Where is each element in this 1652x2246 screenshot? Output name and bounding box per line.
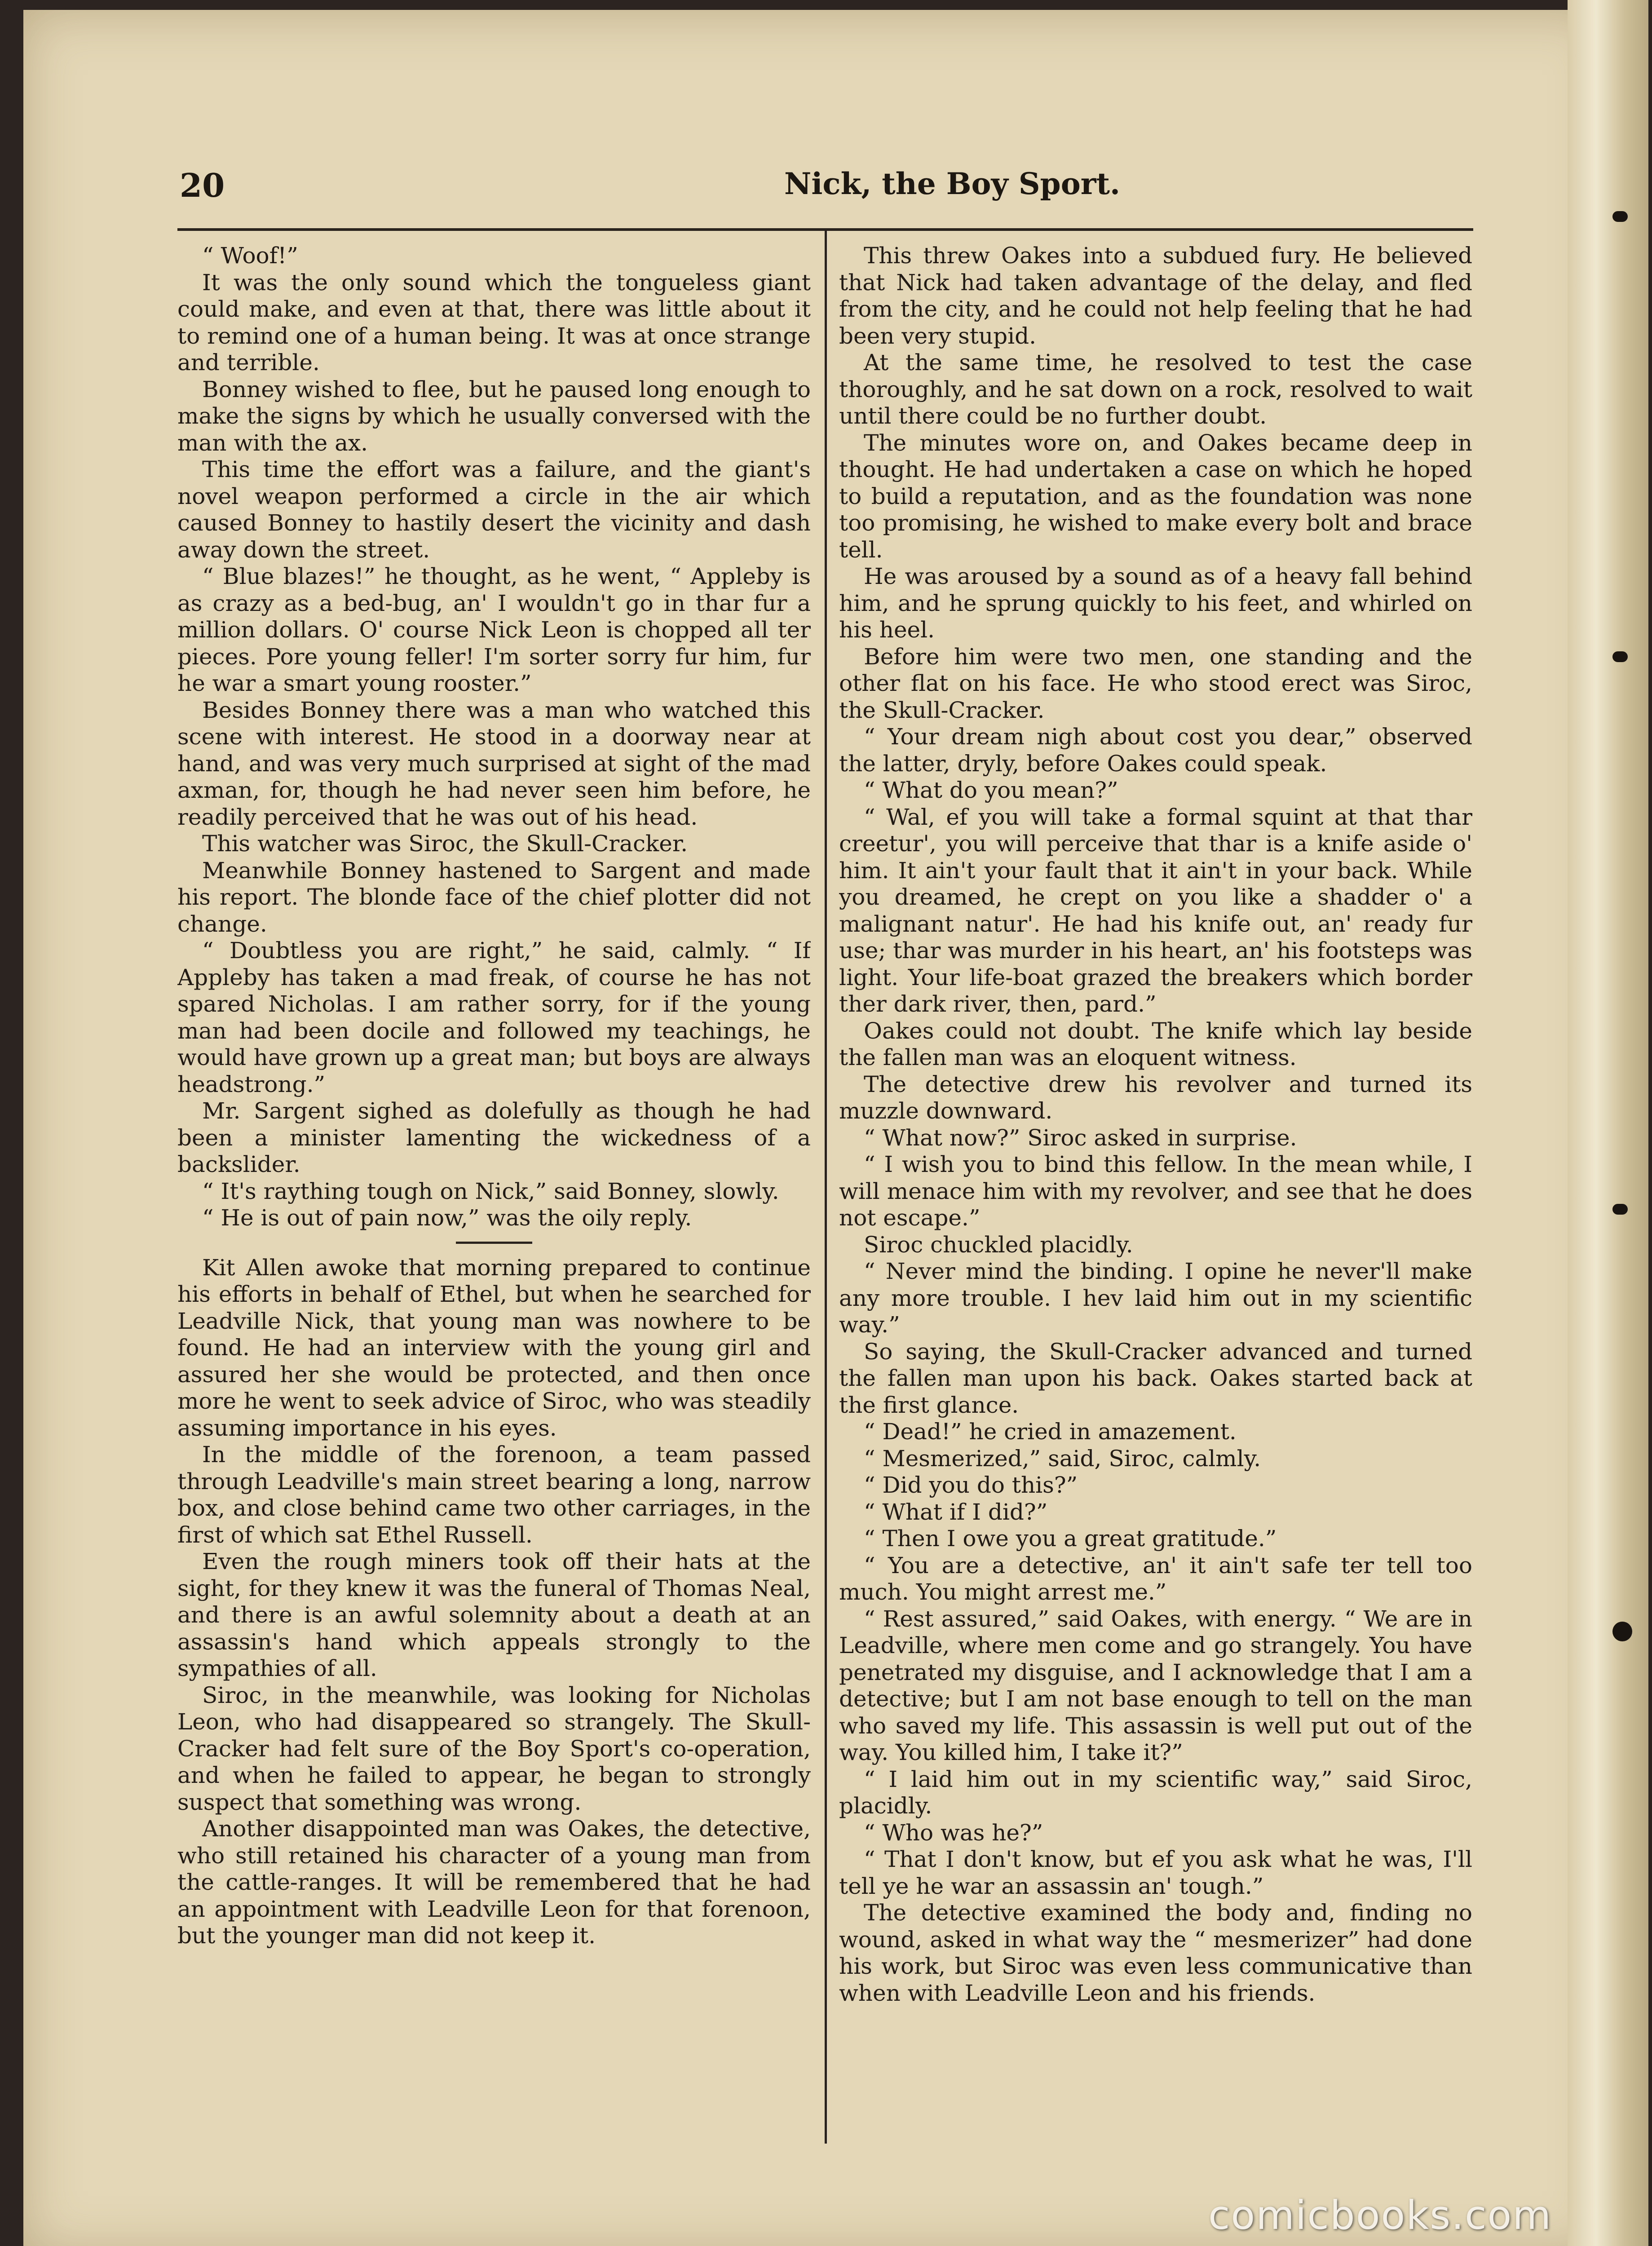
page-header <box>180 166 1473 216</box>
paragraph: “ You are a detective, an' it ain't safe ter tell too much. You might arrest me.” <box>839 1552 1472 1605</box>
section-break-rule <box>456 1242 532 1244</box>
paragraph: Siroc chuckled placidly. <box>864 1231 1133 1258</box>
paragraph: “ Never mind the binding. I opine he never'll make any more trouble. I hev laid him out in my scientific way.” <box>839 1258 1472 1338</box>
paragraph: “ It's raything tough on Nick,” said Bonney, slowly. <box>202 1178 779 1204</box>
paragraph: The detective drew his revolver and turned its muzzle downward. <box>839 1071 1472 1124</box>
column-rule <box>825 230 827 2144</box>
paragraph: “ Blue blazes!” he thought, as he went, “ Appleby is as crazy as a bed-bug, an' I wouldn't go in thar fur a million dollars. O' course Nick Leon is chopped all ter pieces. Pore young feller! I'm sorter sorry fur him, fur he war a smart young rooster.” <box>177 563 811 696</box>
running-title: Nick, the Boy Sport. <box>784 166 1120 201</box>
binding-hole <box>1612 1622 1632 1641</box>
paragraph: He was aroused by a sound as of a heavy fall behind him, and he sprung quickly to his feet, and whirled on his heel. <box>839 563 1472 643</box>
paragraph: This threw Oakes into a subdued fury. He believed that Nick had taken advantage of the delay, and fled from the city, and he could not help feeling that he had been very stupid. <box>839 243 1472 349</box>
paragraph: Kit Allen awoke that morning prepared to continue his efforts in behalf of Ethel, but when he searched for Leadville Nick, that young man was nowhere to be found. He had an interview with the young girl and assured her she would be protected, and then once more he went to seek advice of Siroc, who was steadily assuming importance in his eyes. <box>177 1254 811 1441</box>
paragraph: Besides Bonney there was a man who watched this scene with interest. He stood in a doorway near at hand, and was very much surprised at sight of the mad axman, for, though he had never seen him before, he readily perceived that he was out of his head. <box>177 697 811 830</box>
paragraph: Meanwhile Bonney hastened to Sargent and made his report. The blonde face of the chief plotter did not change. <box>177 857 811 937</box>
left-column <box>177 243 811 2152</box>
paragraph: “ Did you do this?” <box>864 1472 1078 1498</box>
paragraph: So saying, the Skull-Cracker advanced and turned the fallen man upon his back. Oakes started back at the first glance. <box>839 1338 1472 1418</box>
left-column-paragraphs-after-break <box>177 1255 811 1950</box>
paragraph: Another disappointed man was Oakes, the detective, who still retained his character of a young man from the cattle-ranges. It will be remembered that he had an appointment with Leadville Leon for that forenoon, but the younger man did not keep it. <box>177 1816 811 1949</box>
paragraph: The minutes wore on, and Oakes became deep in thought. He had undertaken a case on which he hoped to build a reputation, and as the foundation was none too promising, he wished to make every bolt and brace tell. <box>839 429 1472 563</box>
binding-hole <box>1612 651 1628 662</box>
paragraph: At the same time, he resolved to test the case thoroughly, and he sat down on a rock, resolved to wait until there could be no further doubt. <box>839 349 1472 429</box>
paragraph: The detective examined the body and, finding no wound, asked in what way the “ mesmerizer” had done his work, but Siroc was even less communicative than when with Leadville Leon and his friends. <box>839 1900 1472 2006</box>
paragraph: “ What now?” Siroc asked in surprise. <box>864 1124 1297 1151</box>
right-column-paragraphs <box>839 243 1472 2007</box>
paragraph: “ Then I owe you a great gratitude.” <box>864 1525 1277 1552</box>
binding-hole <box>1612 1204 1628 1215</box>
watermark: comicbooks.com <box>1208 2192 1552 2238</box>
paragraph: “ He is out of pain now,” was the oily reply. <box>202 1205 692 1231</box>
paragraph: “ Your dream nigh about cost you dear,” observed the latter, dryly, before Oakes could speak. <box>839 724 1472 777</box>
paragraph: Before him were two men, one standing and the other flat on his face. He who stood erect was Siroc, the Skull-Cracker. <box>839 643 1472 723</box>
paragraph: Siroc, in the meanwhile, was looking for Nicholas Leon, who had disappeared so strangely. The Skull-Cracker had felt sure of the Boy Sport's co-operation, and when he failed to appear, he began to strongly suspect that something was wrong. <box>177 1682 811 1815</box>
paragraph: “ Rest assured,” said Oakes, with energy. “ We are in Leadville, where men come and go strangely. You have penetrated my disguise, and I acknowledge that I am a detective; but I am not base enough to tell on the man who saved my life. This assassin is well put out of the way. You killed him, I take it?” <box>839 1605 1472 1765</box>
paragraph: Bonney wished to flee, but he paused long enough to make the signs by which he usually conversed with the man with the ax. <box>177 376 811 456</box>
paragraph: “ What do you mean?” <box>864 777 1118 803</box>
paragraph: “ Woof!” <box>202 243 298 269</box>
left-column-paragraphs <box>177 243 811 1232</box>
paragraph: “ What if I did?” <box>864 1499 1048 1525</box>
paragraph: “ That I don't know, but ef you ask what he was, I'll tell ye he war an assassin an' tough.” <box>839 1846 1472 1899</box>
paragraph: It was the only sound which the tongueless giant could make, and even at that, there was little about it to remind one of a human being. It was at once strange and terrible. <box>177 269 811 376</box>
paragraph: “ Doubtless you are right,” he said, calmly. “ If Appleby has taken a mad freak, of course he has not spared Nicholas. I am rather sorry, for if the young man had been docile and followed my teachings, he would have grown up a great man; but boys are always headstrong.” <box>177 937 811 1097</box>
paragraph: Oakes could not doubt. The knife which lay beside the fallen man was an eloquent witness. <box>839 1017 1472 1070</box>
paragraph: Even the rough miners took off their hats at the sight, for they knew it was the funeral of Thomas Neal, and there is an awful solemnity about a death at an assassin's hand which appeals strongly to the sympathies of all. <box>177 1548 811 1681</box>
paragraph: Mr. Sargent sighed as dolefully as though he had been a minister lamenting the wickedness of a backslider. <box>177 1098 811 1177</box>
binding-hole <box>1612 211 1628 222</box>
page-number: 20 <box>180 166 225 204</box>
paragraph: In the middle of the forenoon, a team passed through Leadville's main street bearing a long, narrow box, and close behind came two other carriages, in the first of which sat Ethel Russell. <box>177 1441 811 1548</box>
right-column <box>839 243 1472 2152</box>
paragraph: “ I laid him out in my scientific way,” said Siroc, placidly. <box>839 1766 1472 1819</box>
paragraph: “ Dead!” he cried in amazement. <box>864 1419 1237 1445</box>
paragraph: “ I wish you to bind this fellow. In the mean while, I will menace him with my revolver, and see that he does not escape.” <box>839 1151 1472 1231</box>
paragraph: “ Wal, ef you will take a formal squint at that thar creetur', you will perceive that thar is a knife aside o' him. It ain't your fault that it ain't in your back. While you dreamed, he crept on you like a shadder o' a malignant natur'. He had his knife out, an' ready fur use; thar was murder in his heart, an' his footsteps was light. Your life-boat grazed the breakers which border ther dark river, then, pard.” <box>839 804 1472 1017</box>
paragraph: “ Mesmerized,” said, Siroc, calmly. <box>864 1445 1261 1472</box>
page-edge <box>1568 0 1648 2246</box>
paragraph: This time the effort was a failure, and the giant's novel weapon performed a circle in the air which caused Bonney to hastily desert the vicinity and dash away down the street. <box>177 456 811 563</box>
paragraph: “ Who was he?” <box>864 1819 1043 1846</box>
paragraph: This watcher was Siroc, the Skull-Cracker. <box>202 831 688 857</box>
